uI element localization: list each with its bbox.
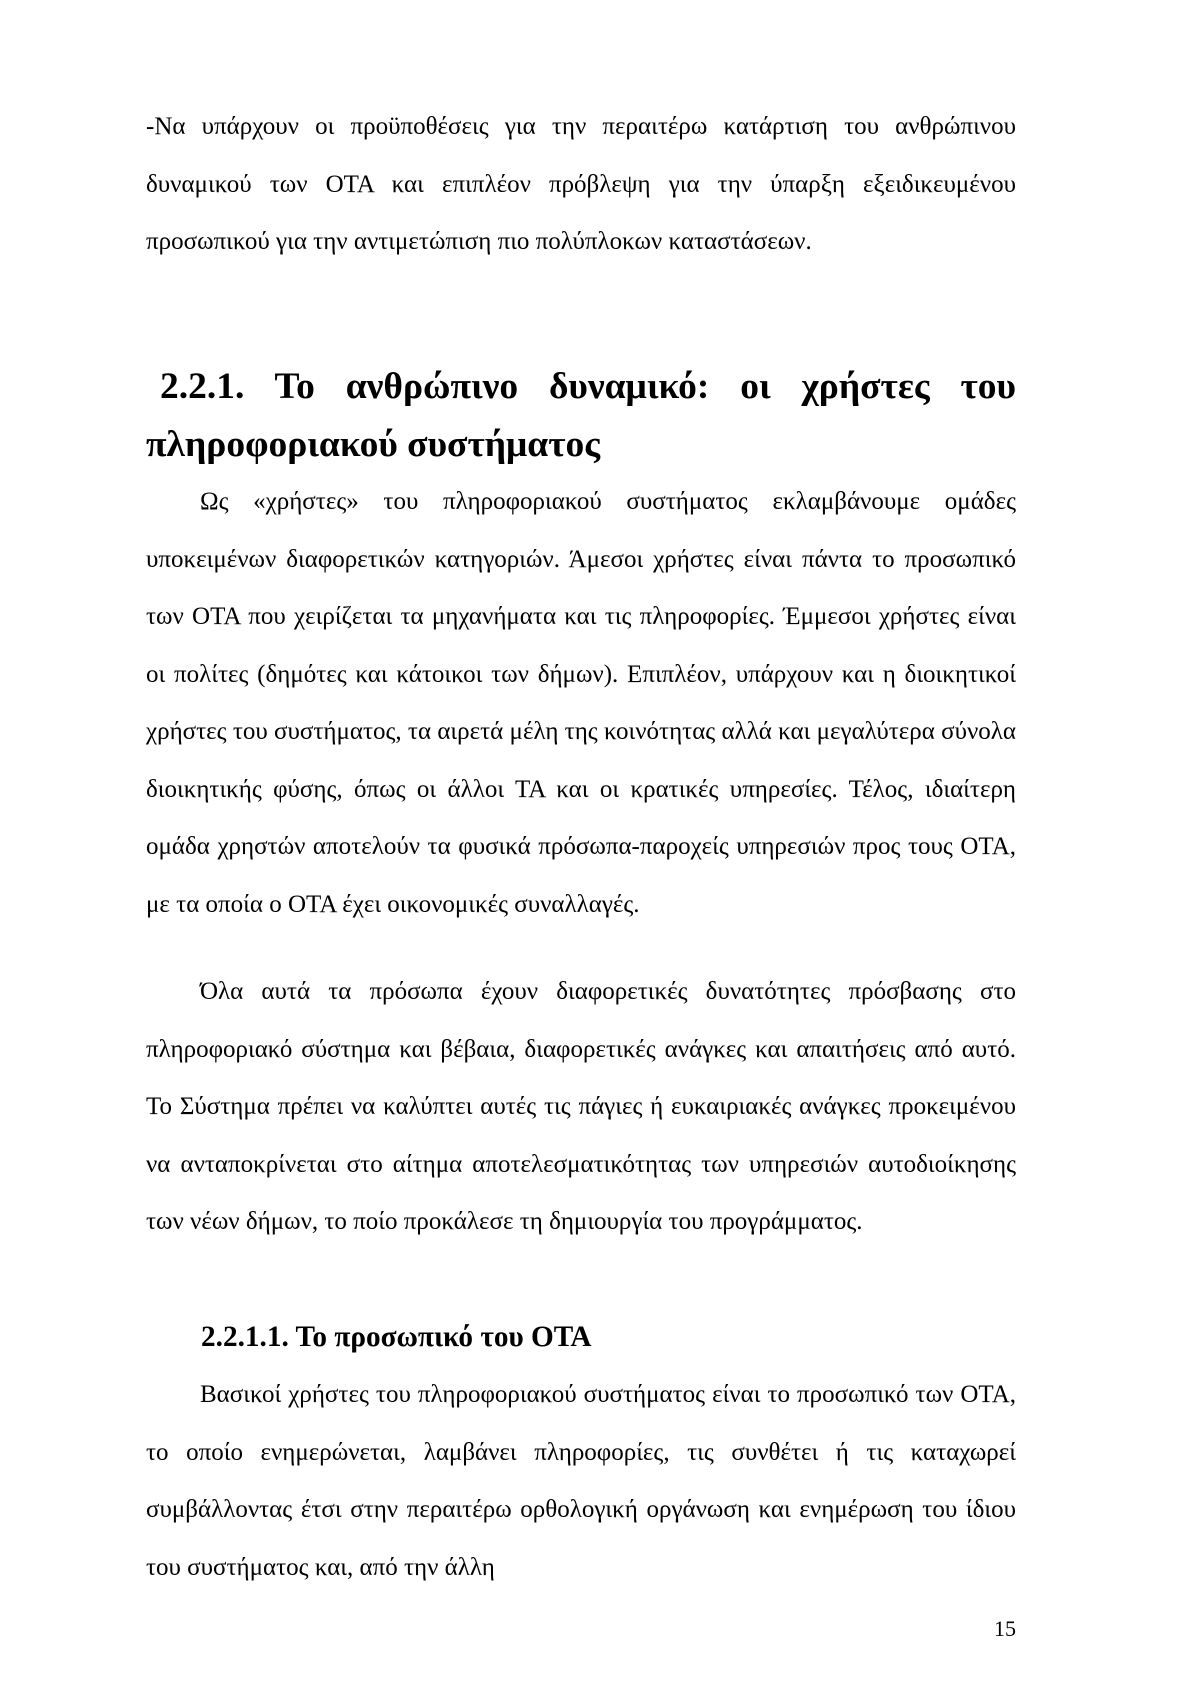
capabilities-paragraph: Όλα αυτά τα πρόσωπα έχουν διαφορετικές δυνατότητες πρόσβασης στο πληροφοριακό σύστημα και βέβαια, διαφορετικές ανάγκες και απαιτήσεις από αυτό. Το Σύστημα πρέπει να καλύπτει αυτές τις πάγιες ή ευκαιριακές ανάγκες προκειμένου να ανταποκρίνεται στο αίτημα αποτελεσματικότητας των υπηρεσιών αυτοδιοίκησης των νέων δήμων, το ποίο προκάλεσε τη δημιουργία του προγράμματος. — [146, 978, 1016, 1235]
page-number: 15 — [994, 1616, 1016, 1641]
subsection-heading: 2.2.1.1. Το προσωπικό του ΟΤΑ — [201, 1321, 592, 1353]
staff-paragraph: Βασικοί χρήστες του πληροφοριακού συστήματος είναι το προσωπικό των ΟΤΑ, το οποίο ενημερώνεται, λαμβάνει πληροφορίες, τις συνθέτει ή τις καταχωρεί συμβάλλοντας έτσι στην περαιτέρω ορθολογική οργάνωση και ενημέρωση του ίδιου του συστήματος και, από την άλλη — [146, 1381, 1016, 1581]
users-paragraph: Ως «χρήστες» του πληροφοριακού συστήματος εκλαμβάνουμε ομάδες υποκειμένων διαφορετικών κατηγοριών. Άμεσοι χρήστες είναι πάντα το προσωπικό των ΟΤΑ που χειρίζεται τα μηχανήματα και τις πληροφορίες. Έμμεσοι χρήστες είναι οι πολίτες (δημότες και κάτοικοι των δήμων). Επιπλέον, υπάρχουν και η διοικητικοί χρήστες του συστήματος, τα αιρετά μέλη της κοινότητας αλλά και μεγαλύτερα σύνολα διοικητικής φύσης, όπως οι άλλοι ΤΑ και οι κρατικές υπηρεσίες. Τέλος, ιδιαίτερη ομάδα χρηστών αποτελούν τα φυσικά πρόσωπα-παροχείς υπηρεσιών προς τους ΟΤΑ, με τα οποία ο ΟΤΑ έχει οικονομικές συναλλαγές. — [146, 488, 1016, 918]
section-heading: 2.2.1. Το ανθρώπινο δυναμικό: οι χρήστες του πληροφοριακού συστήματος — [146, 366, 1016, 465]
intro-paragraph: -Να υπάρχουν οι προϋποθέσεις για την περαιτέρω κατάρτιση του ανθρώπινου δυναμικού των ΟΤΑ και επιπλέον πρόβλεψη για την ύπαρξη εξειδικευμένου προσωπικού για την αντιμετώπιση πιο πολύπλοκων καταστάσεων. — [146, 113, 1016, 255]
